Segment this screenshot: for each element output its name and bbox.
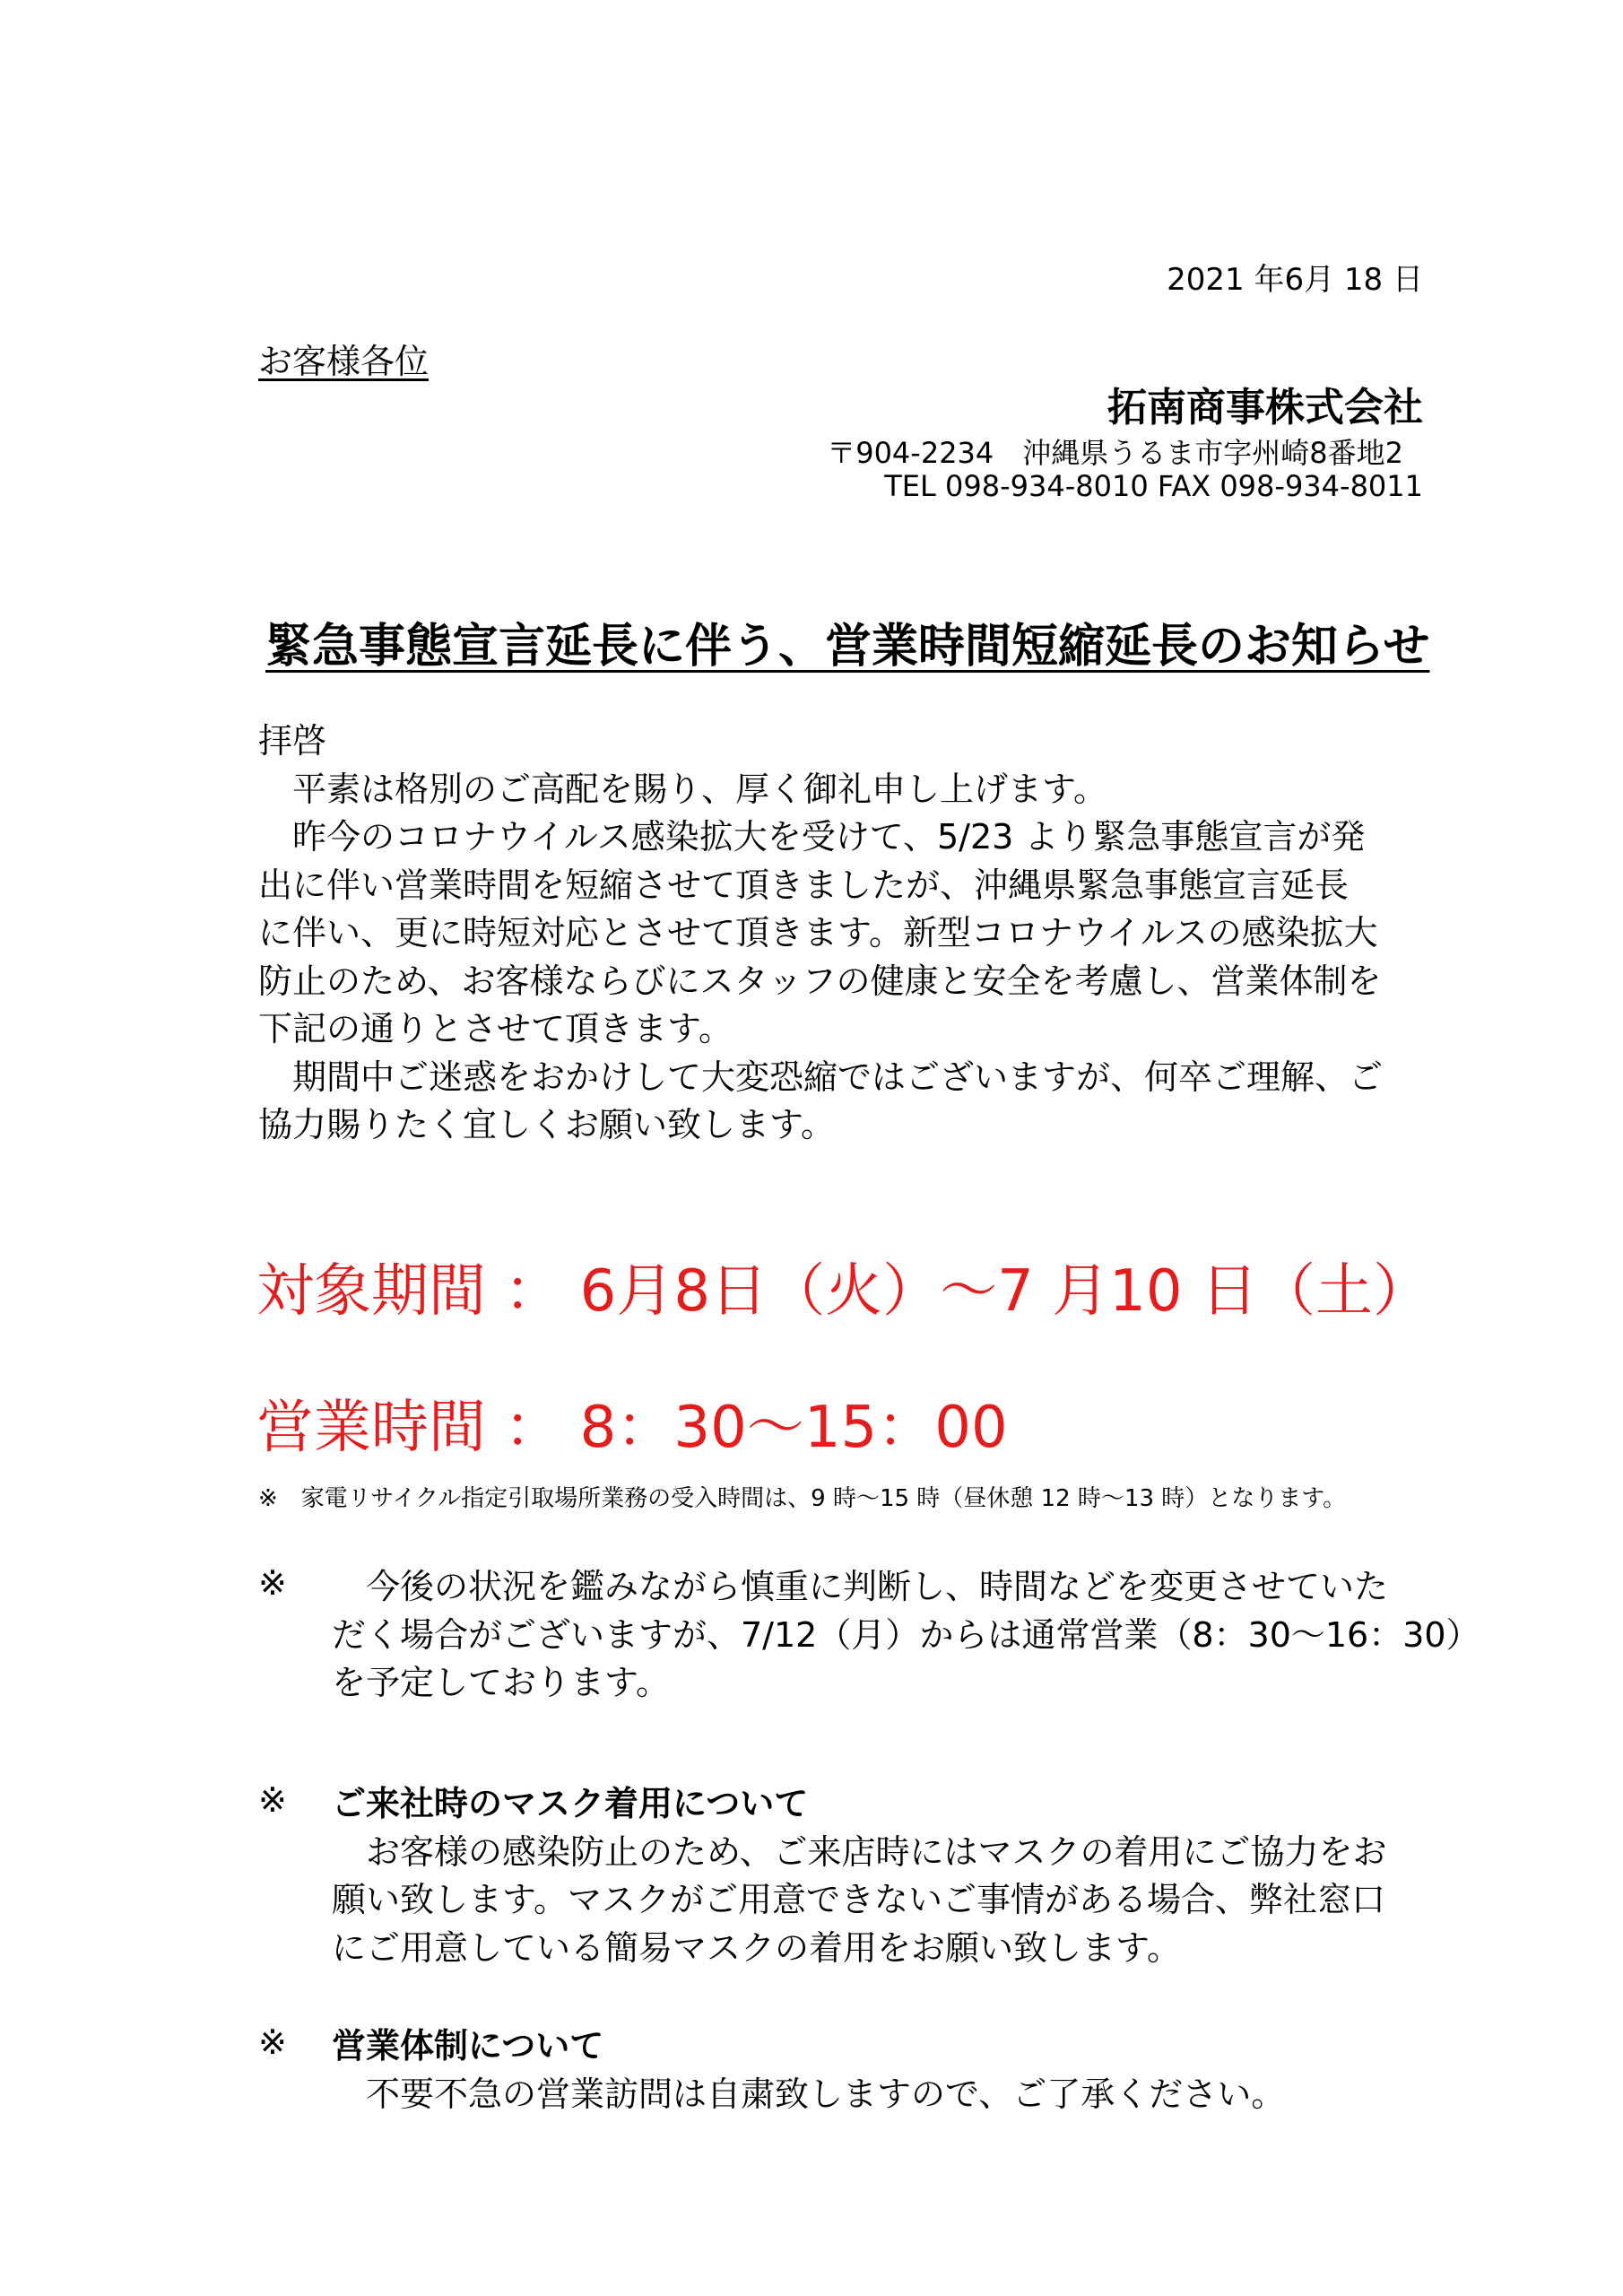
note-line: お客様の感染防止のため、ご来店時にはマスクの着用にご協力をお — [332, 1831, 1387, 1872]
note-line: 不要不急の営業訪問は自粛致しますので、ご了承ください。 — [332, 2074, 1286, 2114]
body-line: 昨今のコロナウイルス感染拡大を受けて、5/23 より緊急事態宣言が発 — [292, 817, 1366, 857]
body-line: 防止のため、お客様ならびにスタッフの健康と安全を考慮し、営業体制を — [258, 961, 1382, 1001]
body-line: 協力賜りたく宜しくお願い致します。 — [258, 1105, 835, 1144]
company-name: 拓南商事株式会社 — [1107, 385, 1423, 430]
salutation: 拝啓 — [258, 721, 327, 761]
business-hours: 営業時間 ： 8：30～15：00 — [256, 1395, 1008, 1461]
document-date: 2021 年6月 18 日 — [1167, 262, 1423, 298]
target-period: 対象期間 ： 6月8日（火）～7 月10 日（土） — [256, 1258, 1430, 1325]
body-line: 下記の通りとさせて頂きます。 — [258, 1009, 733, 1048]
body-line: 出に伴い営業時間を短縮させて頂きましたが、沖縄県緊急事態宣言延長 — [258, 865, 1350, 905]
note-heading: ご来社時のマスク着用について — [332, 1784, 809, 1823]
notice-body — [258, 718, 1428, 1150]
note-line: にご用意している簡易マスクの着用をお願い致します。 — [332, 1927, 1181, 1968]
note-line: を予定しております。 — [332, 1663, 670, 1702]
note-mask — [332, 1780, 1386, 1972]
body-line: に伴い、更に時短対応とさせて頂きます。新型コロナウイルスの感染拡大 — [258, 913, 1378, 952]
note-line: 今後の状況を鑑みながら慎重に判断し、時間などを変更させていた — [332, 1567, 1389, 1606]
note-line: だく場合がございますが、7/12（月）からは通常営業（8：30～16：30） — [332, 1614, 1480, 1655]
company-address: 〒904-2234 沖縄県うるま市字州崎8番地2 — [827, 436, 1403, 470]
recipient: お客様各位 — [258, 342, 430, 381]
company-tel-fax: TEL 098-934-8010 FAX 098-934-8011 — [884, 469, 1423, 503]
notice-title: 緊急事態宣言延長に伴う、営業時間短縮延長のお知らせ — [265, 620, 1430, 674]
note-schedule — [332, 1563, 1480, 1708]
recycling-hours-note: ※ 家電リサイクル指定引取場所業務の受入時間は、9 時～15 時（昼休憩 12 時～13 時）となります。 — [258, 1485, 1347, 1512]
note-heading: 営業体制について — [332, 2026, 604, 2066]
body-line: 期間中ご迷惑をおかけして大変恐縮ではございますが、何卒ご理解、ご — [292, 1057, 1384, 1097]
note-sales — [332, 2022, 1285, 2118]
note-mark: ※ — [258, 1563, 287, 1603]
note-line: 願い致します。マスクがご用意できないご事情がある場合、弊社窓口 — [332, 1880, 1385, 1919]
note-mark: ※ — [258, 1780, 287, 1820]
body-line: 平素は格別のご高配を賜り、厚く御礼申し上げます。 — [292, 769, 1107, 809]
note-mark: ※ — [258, 2022, 287, 2062]
